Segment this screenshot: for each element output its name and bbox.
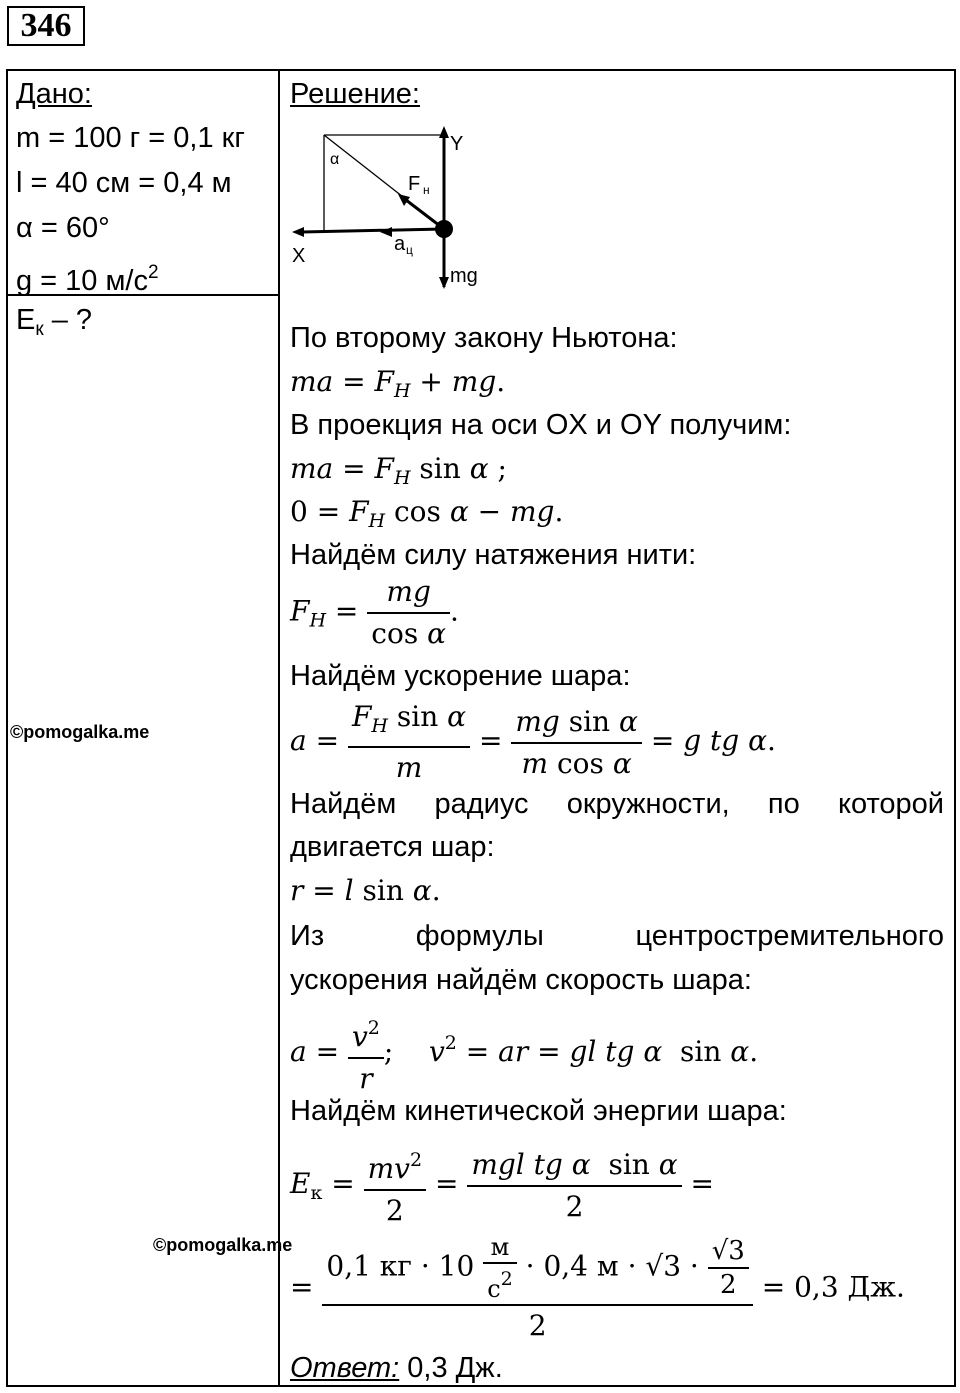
problem-number: 346 <box>7 6 85 46</box>
radius-equation: r = l sin α. <box>290 874 441 907</box>
angle-label: α <box>330 151 340 168</box>
tension-equation: $F_H$ = $\frac{mg}{\text{cos α}}$ . <box>290 572 459 654</box>
tension-sub: н <box>423 183 430 197</box>
watermark: ©pomogalka.me <box>153 1235 293 1255</box>
accel-sub: ц <box>406 243 413 257</box>
accel-label: a <box>394 233 406 255</box>
tension-label: F <box>408 173 421 195</box>
given-length: l = 40 см = 0,4 м <box>16 167 232 199</box>
projection-text: В проекция на оси OX и OY получим: <box>290 409 792 441</box>
newton-equation: ma = $F_H$ + mg. <box>290 365 506 402</box>
energy-calculation: = 0,1 кг · 10 $\frac{м}{с^2}$ · 0,4 м · √3 · $\frac{√3}{2}$ 2 = 0,3 Дж. <box>290 1232 905 1346</box>
newton-law-text: По второму закону Ньютона: <box>290 322 678 354</box>
given-angle: α = 60° <box>16 212 110 244</box>
force-diagram <box>286 122 506 294</box>
energy-equation: $E_к$ = $\frac{mv^2}{2}$ = $\frac{\text{mgl tg α sin α}}{2}$ = <box>290 1140 714 1231</box>
acceleration-equation: a = $\frac{F_H \sin \alpha}{m}$ = $\frac{\text{mg sin α}}{\text{m cos α}}$ = g tg α. <box>290 697 776 788</box>
energy-text: Найдём кинетической энергии шара: <box>290 1095 787 1127</box>
given-heading: Дано: <box>16 78 92 110</box>
watermark: ©pomogalka.me <box>10 722 150 742</box>
radius-text: Найдём радиус окружности, по которой <box>290 788 944 820</box>
given-gravity: g = 10 $м/с^2$ <box>16 262 159 297</box>
radius-text-cont: двигается шар: <box>290 831 495 863</box>
projection-y-equation: $0 = F_H$ cos α − mg. <box>290 495 564 532</box>
projection-x-equation: ma = $F_H$ sin α ; <box>290 452 507 489</box>
acceleration-text: Найдём ускорение шара: <box>290 660 631 692</box>
given-mass: m = 100 г = 0,1 кг <box>16 122 245 154</box>
column-divider <box>278 69 280 1387</box>
centripetal-text: Из формулы центростремительного <box>290 920 944 952</box>
centripetal-text-cont: ускорения найдём скорость шара: <box>290 964 752 996</box>
find-energy: $E_к$ – ? <box>16 304 93 340</box>
tension-text: Найдём силу натяжения нити: <box>290 539 697 571</box>
gravity-label: mg <box>450 265 478 287</box>
answer-line: Ответ: 0,3 Дж. <box>290 1352 503 1384</box>
velocity-equation: a = $\frac{v^2}{r}$ ; $v^2$ = ar = gl tg α sin α. <box>290 1008 758 1099</box>
solution-heading: Решение: <box>290 78 420 110</box>
axis-x-label: X <box>292 245 306 267</box>
axis-y-label: Y <box>450 133 464 155</box>
